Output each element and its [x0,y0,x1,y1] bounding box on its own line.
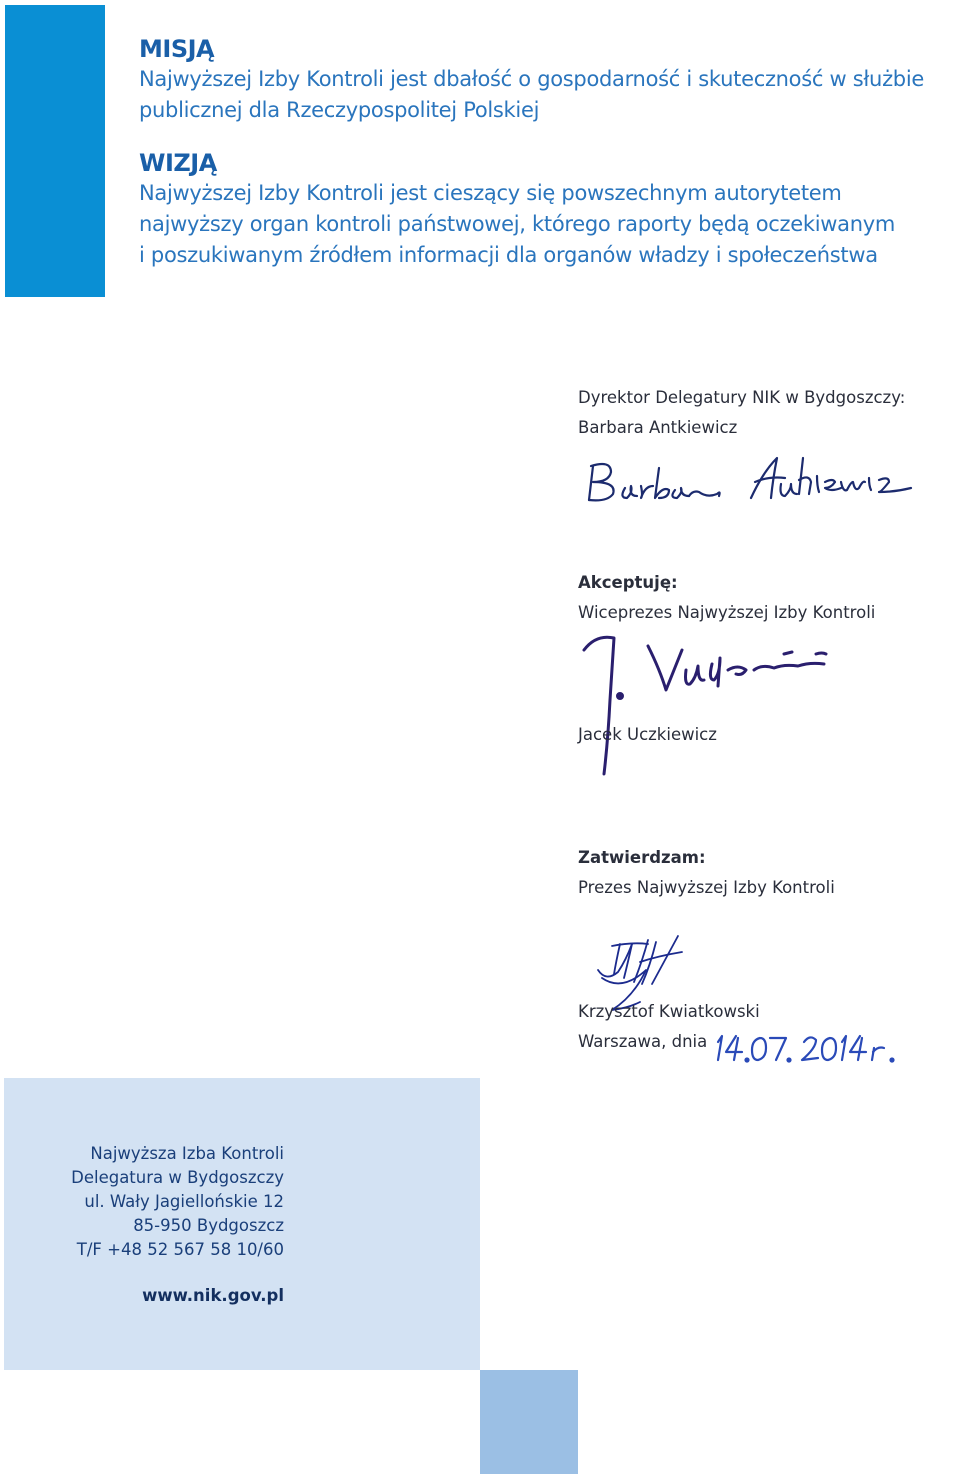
vice-president-signature [578,630,840,782]
director-name: Barbara Antkiewicz [578,418,738,437]
address-city: 85-950 Bydgoszcz [133,1216,284,1235]
website-link[interactable]: www.nik.gov.pl [142,1286,284,1305]
mission-line: publicznej dla Rzeczypospolitej Polskiej [139,98,540,122]
address-phone: T/F +48 52 567 58 10/60 [76,1240,284,1259]
address-street: ul. Wały Jagiellońskie 12 [84,1192,284,1211]
blue-accent-bar [5,5,105,297]
mission-vision-section [139,34,949,271]
director-signature [585,452,920,512]
accept-label: Akceptuję: [578,573,678,592]
accept-name: Jacek Uczkiewicz [578,725,717,744]
vision-line: i poszukiwanym źródłem informacji dla organów władzy i społeczeństwa [139,243,878,267]
approve-label: Zatwierdzam: [578,848,706,867]
accept-block [578,568,875,628]
accept-name-block [578,720,717,750]
vision-heading: WIZJĄ [139,149,217,177]
accept-role: Wiceprezes Najwyższej Izby Kontroli [578,603,876,622]
director-title: Dyrektor Delegatury NIK w Bydgoszczy: [578,388,906,407]
handwritten-date [712,1030,904,1070]
vision-line: Najwyższej Izby Kontroli jest cieszący się powszechnym autorytetem [139,181,842,205]
address-branch: Delegatura w Bydgoszczy [71,1168,284,1187]
vision-line: najwyższy organ kontroli państwowej, którego raporty będą oczekiwanym [139,212,895,236]
mission-line: Najwyższej Izby Kontroli jest dbałość o gospodarność i skuteczność w służbie [139,67,924,91]
address-org: Najwyższa Izba Kontroli [90,1144,284,1163]
approve-block [578,843,835,903]
approve-name: Krzysztof Kwiatkowski [578,1002,760,1021]
bottom-accent-block [480,1370,578,1474]
mission-heading: MISJĄ [139,35,215,63]
director-block [578,383,905,443]
approve-role: Prezes Najwyższej Izby Kontroli [578,878,835,897]
address-block [4,1142,284,1308]
approve-date-label: Warszawa, dnia [578,1032,708,1051]
